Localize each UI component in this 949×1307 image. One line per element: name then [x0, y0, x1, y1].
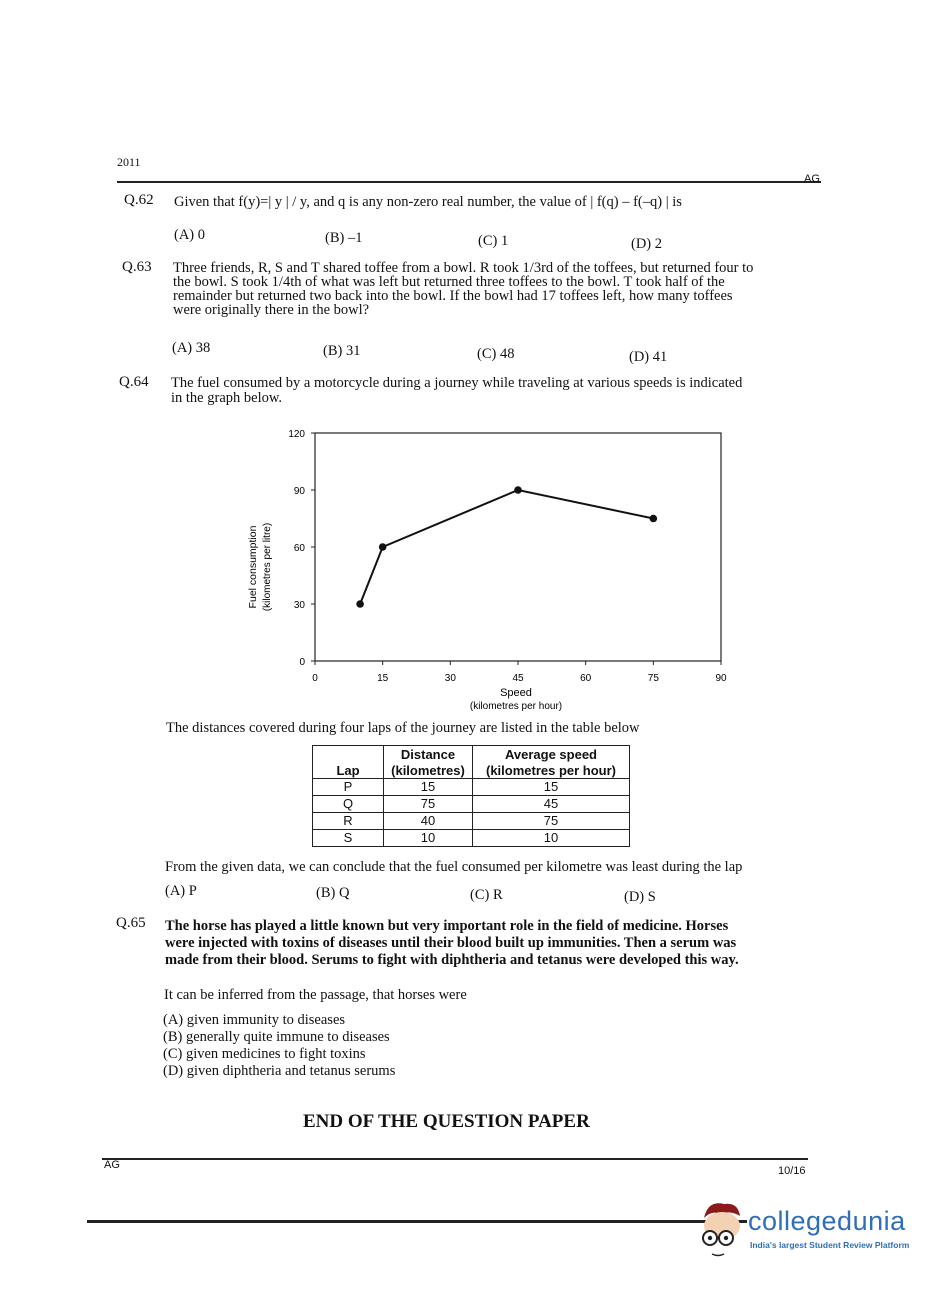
question-text: Given that f(y)=| y | / y, and q is any non-zero real number, the value of | f(q) – f(–q) | is — [174, 194, 682, 210]
footer-rule — [102, 1158, 808, 1160]
table-row — [313, 796, 630, 813]
y-tick-label: 120 — [288, 429, 305, 440]
speed-cell: 75 — [473, 813, 630, 830]
distance-cell: 15 — [384, 779, 473, 796]
series-line — [360, 490, 653, 604]
data-point — [356, 600, 364, 608]
lap-cell: Q — [313, 796, 384, 813]
x-tick-label: 45 — [512, 673, 524, 684]
question-prompt: It can be inferred from the passage, that horses were — [164, 987, 467, 1003]
option-c: (C) R — [470, 887, 503, 903]
lap-cell: P — [313, 779, 384, 796]
option-c: (C) 1 — [478, 233, 509, 249]
option-b: (B) 31 — [323, 343, 361, 359]
logo-tagline: India's largest Student Review Platform — [750, 1240, 910, 1250]
laps-table — [312, 745, 630, 847]
collegedunia-logo — [690, 1196, 920, 1266]
distance-cell: 10 — [384, 830, 473, 847]
speed-cell: 15 — [473, 779, 630, 796]
plot-frame — [315, 433, 721, 661]
data-point — [514, 486, 522, 494]
header-lap: Lap — [313, 746, 384, 779]
x-tick-label: 75 — [647, 673, 659, 684]
header-distance-unit: (kilometres) — [384, 762, 473, 779]
data-point — [379, 543, 387, 551]
x-tick-label: 30 — [444, 673, 456, 684]
question-number: Q.64 — [119, 374, 149, 390]
distance-cell: 75 — [384, 796, 473, 813]
question-line: were originally there in the bowl? — [173, 302, 370, 318]
header-distance: Distance — [384, 746, 473, 763]
lap-cell: S — [313, 830, 384, 847]
footer-page: 10/16 — [778, 1165, 806, 1177]
table-row — [313, 813, 630, 830]
logo-rule — [87, 1220, 747, 1223]
option-a: (A) P — [165, 883, 197, 899]
header-year: 2011 — [117, 155, 141, 169]
option-a: (A) 0 — [174, 227, 206, 243]
option-d: (D) 2 — [631, 236, 663, 252]
distance-cell: 40 — [384, 813, 473, 830]
question-line: Three friends, R, S and T shared toffee from a bowl. R took 1/3rd of the toffees, but returned four to — [173, 260, 754, 276]
speed-cell: 45 — [473, 796, 630, 813]
y-axis-unit: (kilometres per litre) — [262, 522, 273, 612]
x-axis-unit: (kilometres per hour) — [469, 701, 563, 712]
x-tick-label: 90 — [715, 673, 727, 684]
option-c: (C) 48 — [477, 346, 515, 362]
question-number: Q.63 — [122, 259, 152, 275]
logo-name: collegedunia — [748, 1206, 906, 1236]
question-line: the bowl. S took 1/4th of what was left but returned three toffees to the bowl. T took half of the — [173, 274, 725, 290]
question-line: in the graph below. — [171, 390, 283, 406]
footer-code: AG — [104, 1159, 120, 1171]
end-of-paper: END OF THE QUESTION PAPER — [303, 1111, 590, 1132]
passage-line: were injected with toxins of diseases until their blood built up immunities. Then a serum was — [165, 935, 737, 951]
option-b: (B) generally quite immune to diseases — [163, 1029, 390, 1045]
table-conclusion: From the given data, we can conclude that the fuel consumed per kilometre was least during the lap — [165, 859, 743, 875]
option-d: (D) given diphtheria and tetanus serums — [163, 1063, 396, 1079]
y-tick-label: 0 — [299, 657, 305, 668]
speed-cell: 10 — [473, 830, 630, 847]
y-tick-label: 30 — [293, 600, 305, 611]
question-number: Q.62 — [124, 192, 154, 208]
passage-line: made from their blood. Serums to fight with diphtheria and tetanus were developed this way. — [165, 952, 739, 968]
header-rule — [117, 181, 821, 183]
mascot-icon — [690, 1196, 752, 1258]
option-b: (B) Q — [316, 885, 350, 901]
x-axis-label: Speed — [500, 687, 532, 699]
option-a: (A) given immunity to diseases — [163, 1012, 346, 1028]
option-d: (D) S — [624, 889, 656, 905]
y-tick-label: 60 — [293, 543, 305, 554]
passage-line: The horse has played a little known but very important role in the field of medicine. Horses — [165, 918, 729, 934]
option-b: (B) –1 — [325, 230, 363, 246]
y-tick-label: 90 — [293, 486, 305, 497]
question-line: remainder but returned two back into the bowl. If the bowl had 17 toffees left, how many toffees — [173, 288, 733, 304]
header-speed: Average speed — [473, 746, 630, 763]
header-code: AG — [804, 173, 820, 185]
question-line: The fuel consumed by a motorcycle during a journey while traveling at various speeds is indicated — [171, 375, 743, 391]
option-c: (C) given medicines to fight toxins — [163, 1046, 366, 1062]
data-point — [650, 515, 658, 523]
x-tick-label: 60 — [580, 673, 592, 684]
question-number: Q.65 — [116, 915, 146, 931]
x-tick-label: 0 — [312, 673, 318, 684]
lap-cell: R — [313, 813, 384, 830]
option-a: (A) 38 — [172, 340, 211, 356]
y-axis-label: Fuel consumption — [247, 525, 259, 609]
header-speed-unit: (kilometres per hour) — [473, 762, 630, 779]
fuel-consumption-chart — [230, 415, 750, 715]
table-row — [313, 779, 630, 796]
table-intro: The distances covered during four laps of the journey are listed in the table below — [166, 720, 640, 736]
x-tick-label: 15 — [377, 673, 389, 684]
option-d: (D) 41 — [629, 349, 668, 365]
table-row — [313, 830, 630, 847]
